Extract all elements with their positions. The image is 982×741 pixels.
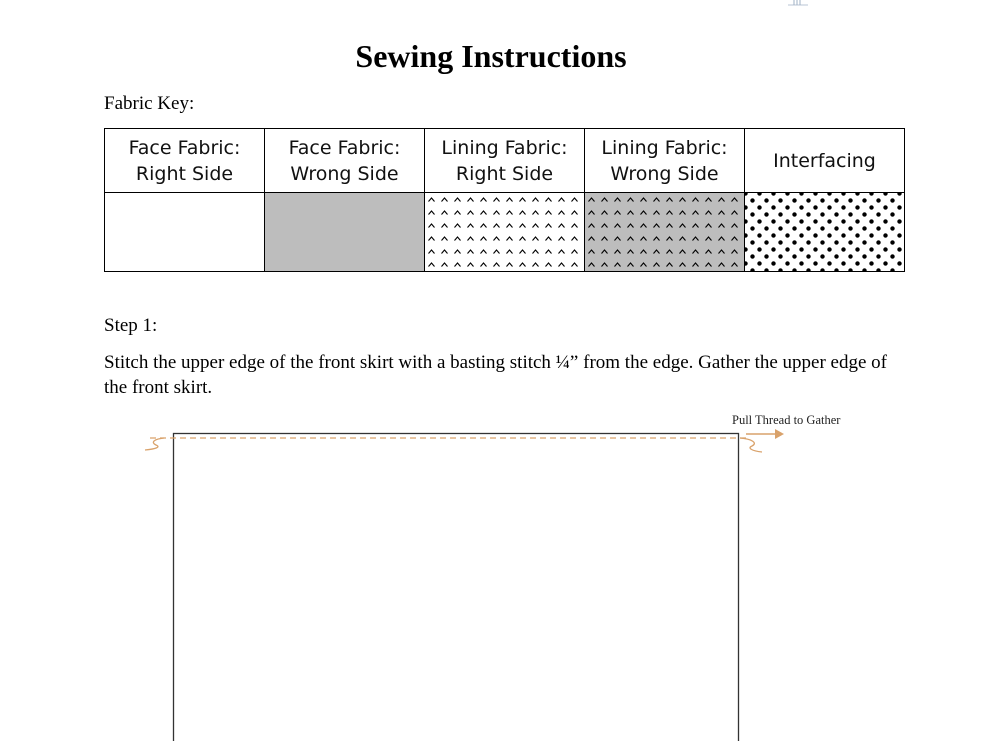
swatch-face-wrong-side xyxy=(265,193,425,272)
fabric-key-header-cell xyxy=(105,129,265,193)
front-skirt-panel xyxy=(174,434,739,741)
page-title: Sewing Instructions xyxy=(355,38,627,74)
fabric-key-header-row xyxy=(105,129,905,193)
fabric-key-header-label: Face Fabric: Right Side xyxy=(128,136,241,185)
swatch-lining-wrong-side xyxy=(585,193,745,272)
fabric-key-header-cell xyxy=(425,129,585,193)
thread-tail-right xyxy=(740,438,762,452)
skirt-diagram xyxy=(0,405,982,741)
fabric-key-header-label: Lining Fabric: Wrong Side xyxy=(601,136,728,185)
fabric-key-header-label: Face Fabric: Wrong Side xyxy=(288,136,401,185)
fabric-key-header-cell xyxy=(745,129,905,193)
thread-tail-left xyxy=(145,438,164,450)
step-instructions: Stitch the upper edge of the front skirt with a basting stitch ¼” from the edge. Gather the upper edge of the front skirt. xyxy=(104,352,887,398)
swatch-interfacing xyxy=(745,193,905,272)
fabric-key-header-label: Lining Fabric: Right Side xyxy=(441,136,568,185)
pull-thread-callout: Pull Thread to Gather xyxy=(732,413,841,427)
fabric-key-header-cell xyxy=(265,129,425,193)
fabric-key-label: Fabric Key: xyxy=(104,93,195,114)
fabric-key-header-label: Interfacing xyxy=(773,149,876,172)
corner-mark-icon xyxy=(786,0,810,6)
fabric-key-header-cell xyxy=(585,129,745,193)
fabric-key-swatch-row xyxy=(105,193,905,272)
swatch-lining-right-side xyxy=(425,193,585,272)
arrow-right-icon xyxy=(775,429,784,439)
swatch-face-right-side xyxy=(105,193,265,272)
step-label: Step 1: xyxy=(104,315,158,336)
fabric-key-table xyxy=(104,128,905,272)
